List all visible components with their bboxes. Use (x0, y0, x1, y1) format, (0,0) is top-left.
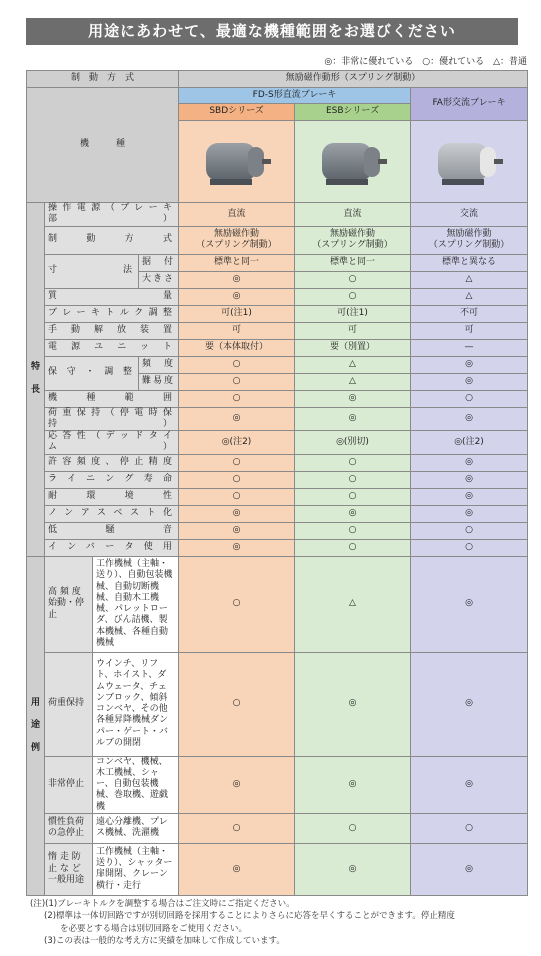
rating-cell: ◎ (295, 652, 411, 756)
footnotes (30, 898, 530, 947)
rating-cell: 可 (295, 322, 411, 339)
rating-cell: ◎ (411, 454, 528, 471)
usage-description: コンベヤ、機械、木工機械、シャー、自動包装機械、巻取機、遊戯機 (93, 756, 179, 813)
feature-label: ブレーキトルク調整 (45, 305, 179, 322)
comparison-table (26, 70, 528, 896)
usage-label: 慣性負荷 の急停止 (45, 813, 93, 843)
feature-label: 機 種 範 囲 (45, 390, 179, 407)
feature-label: 耐 環 境 性 (45, 488, 179, 505)
rating-cell: 要（本体取付） (179, 339, 295, 356)
feature-label: 許容頻度、停止精度 (45, 454, 179, 471)
rating-cell: ◎ (295, 407, 411, 431)
model-header: 機 種 (27, 88, 179, 203)
usage-category-char: 用 (30, 697, 40, 708)
footnote-1: (注)(1)ブレーキトルクを調整する場合はご注文時にご指定ください。 (30, 899, 295, 909)
rating-cell: ◎ (295, 505, 411, 522)
usage-description: ウインチ、リフト、ホイスト、ダムウェータ、チェンブロック、傾斜コンベヤ、その他各種昇降機械ダンパー・ゲート・バルブの開閉 (93, 652, 179, 756)
feature-label: インバータ使用 (45, 539, 179, 556)
rating-cell: ◎(注2) (411, 431, 528, 455)
usage-category-char: 例 (30, 742, 40, 753)
rating-cell: 無励磁作動 （スプリング制動） (295, 226, 411, 254)
rating-cell: — (411, 339, 528, 356)
rating-cell: ○ (179, 390, 295, 407)
rating-cell: ○ (295, 271, 411, 288)
sbd-motor-image (179, 121, 295, 203)
esb-series-header: ESBシリーズ (295, 104, 411, 121)
usage-description: 工作機械（主軸・送り）、シャッター扉開閉、クレーン横行・走行 (93, 843, 179, 895)
rating-cell: 直流 (179, 203, 295, 227)
page-banner: 用途にあわせて、最適な機種範囲をお選びください (26, 18, 518, 45)
feature-label: 応答性（デッドタイム） (45, 431, 179, 455)
feature-label: 保守・調整 (45, 356, 139, 390)
feature-label: 寸 法 (45, 254, 139, 288)
rating-cell: ◎ (179, 407, 295, 431)
rating-cell: ◎ (295, 843, 411, 895)
rating-cell: ○ (179, 488, 295, 505)
rating-cell: ◎ (411, 471, 528, 488)
rating-cell: ◎ (411, 652, 528, 756)
rating-cell: 不可 (411, 305, 528, 322)
rating-cell: ○ (411, 522, 528, 539)
rating-cell: 標準と同一 (179, 254, 295, 271)
rating-cell: ◎ (411, 407, 528, 431)
braking-method-header: 制 動 方 式 (27, 71, 179, 88)
rating-cell: ◎(別切) (295, 431, 411, 455)
rating-cell: ○ (295, 488, 411, 505)
rating-cell: ○ (179, 652, 295, 756)
rating-cell: ○ (179, 454, 295, 471)
rating-cell: ◎ (411, 843, 528, 895)
fa-motor-image (411, 121, 528, 203)
rating-cell: ◎(注2) (179, 431, 295, 455)
usage-label: 非常停止 (45, 756, 93, 813)
feature-label: ノンアスベスト化 (45, 505, 179, 522)
usage-category-char: 途 (30, 720, 40, 730)
rating-cell: 要（別置） (295, 339, 411, 356)
features-category-char: 長 (30, 384, 40, 395)
rating-cell: ○ (179, 373, 295, 390)
rating-cell: ○ (411, 813, 528, 843)
rating-cell: ○ (295, 522, 411, 539)
esb-motor-image (295, 121, 411, 203)
rating-cell: ○ (295, 471, 411, 488)
rating-cell: △ (295, 356, 411, 373)
feature-label: 荷重保持（停電時保持） (45, 407, 179, 431)
rating-cell: ○ (295, 813, 411, 843)
rating-cell: ◎ (179, 522, 295, 539)
feature-sublabel: 据 付 (139, 254, 179, 271)
usage-description: 工作機械（主軸・送り）、自動包装機械、自動切断機械、自動木工機械、パレットローダ、びん詰機、製本機械、各種自動機械 (93, 556, 179, 652)
rating-cell: ◎ (411, 556, 528, 652)
feature-label: 操作電源（ブレーキ部） (45, 203, 179, 227)
usage-category (27, 556, 45, 895)
feature-label: 質 量 (45, 288, 179, 305)
rating-cell: ◎ (411, 756, 528, 813)
footnote-2: (2)標準は一体切回路ですが別切回路を採用することによりさらに応答を早くすることができます。停止精度 (44, 911, 455, 922)
rating-cell: 無励磁作動 （スプリング制動） (179, 226, 295, 254)
usage-label: 荷重保持 (45, 652, 93, 756)
rating-cell: ◎ (295, 756, 411, 813)
feature-sublabel: 大きさ (139, 271, 179, 288)
rating-cell: ◎ (411, 505, 528, 522)
rating-cell: 標準と同一 (295, 254, 411, 271)
rating-cell: △ (295, 373, 411, 390)
feature-label: 手動解放装置 (45, 322, 179, 339)
features-category-char: 特 (30, 362, 40, 373)
footnote-2-cont: を必要とする場合は別切回路をご使用ください。 (60, 923, 248, 934)
usage-description: 遠心分離機、プレス機械、洗濯機 (93, 813, 179, 843)
rating-cell: △ (411, 271, 528, 288)
feature-label: 低 騒 音 (45, 522, 179, 539)
rating-cell: ◎ (179, 271, 295, 288)
usage-label: 高 頻 度 始動・停止 (45, 556, 93, 652)
rating-cell: ○ (295, 454, 411, 471)
rating-cell: ○ (295, 539, 411, 556)
rating-cell: ◎ (411, 488, 528, 505)
rating-cell: 可(注1) (179, 305, 295, 322)
feature-sublabel: 頻 度 (139, 356, 179, 373)
rating-cell: ○ (179, 813, 295, 843)
feature-label: 電源ユニット (45, 339, 179, 356)
rating-cell: ◎ (411, 356, 528, 373)
feature-sublabel: 難易度 (139, 373, 179, 390)
rating-cell: △ (411, 288, 528, 305)
rating-cell: 無励磁作動 （スプリング制動） (411, 226, 528, 254)
rating-cell: 標準と異なる (411, 254, 528, 271)
rating-cell: 直流 (295, 203, 411, 227)
footnote-3: (3)この表は一般的な考え方に実績を加味して作成しています。 (44, 935, 285, 946)
feature-label: 制 動 方 式 (45, 226, 179, 254)
rating-cell: △ (295, 556, 411, 652)
rating-cell: ◎ (411, 373, 528, 390)
rating-cell: ○ (179, 556, 295, 652)
features-category (27, 203, 45, 557)
rating-cell: ◎ (295, 390, 411, 407)
rating-cell: 可 (411, 322, 528, 339)
rating-cell: ○ (179, 356, 295, 373)
rating-cell: ◎ (179, 539, 295, 556)
rating-cell: ◎ (179, 843, 295, 895)
rating-cell: ○ (411, 539, 528, 556)
rating-cell: ◎ (179, 505, 295, 522)
fd-s-header: FD-S形直流ブレーキ (179, 88, 411, 104)
feature-label: ライニング寿命 (45, 471, 179, 488)
fa-header: FA形交流ブレーキ (411, 88, 528, 121)
rating-cell: 可(注1) (295, 305, 411, 322)
usage-label: 惰 走 防 止 な ど 一般用途 (45, 843, 93, 895)
rating-legend: ◎：非常に優れている ○：優れている △：普通 (324, 57, 527, 67)
braking-method-value: 無励磁作動形（スプリング制動） (179, 71, 528, 88)
rating-cell: 交流 (411, 203, 528, 227)
rating-cell: ◎ (179, 756, 295, 813)
sbd-series-header: SBDシリーズ (179, 104, 295, 121)
rating-cell: ○ (295, 288, 411, 305)
rating-cell: ○ (179, 471, 295, 488)
rating-cell: 可 (179, 322, 295, 339)
rating-cell: ○ (411, 390, 528, 407)
rating-cell: ◎ (179, 288, 295, 305)
